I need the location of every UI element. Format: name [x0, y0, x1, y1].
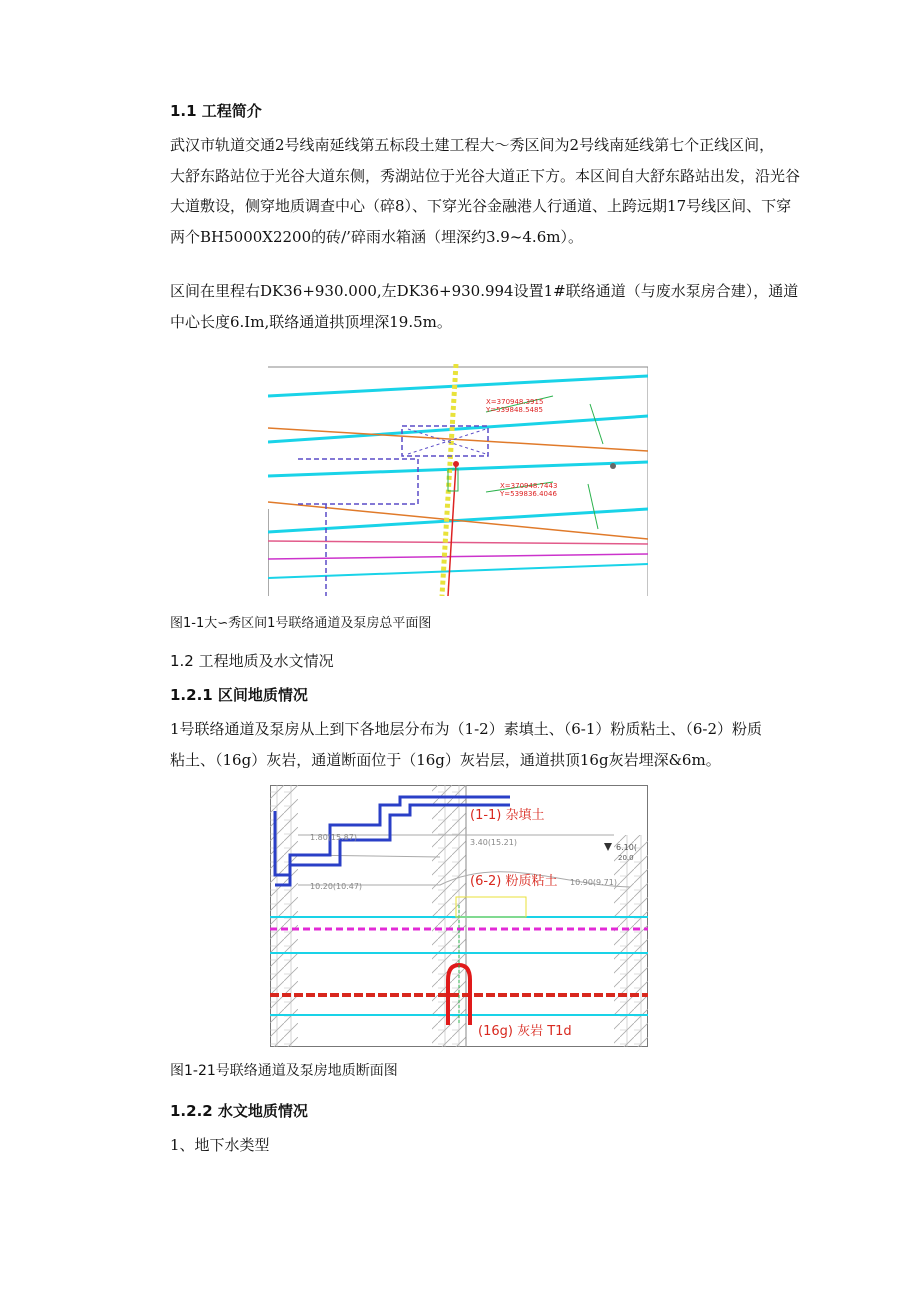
geology-line-2: 粘土、（16g）灰岩，通道断面位于（16g）灰岩层，通道拱顶16g灰岩埋深&6m。: [170, 750, 721, 769]
geology-paragraph: [170, 714, 786, 775]
figure-1-2-caption: 图1-21号联络通道及泵房地质断面图: [170, 1063, 398, 1079]
intro-line-1: 武汉市轨道交通2号线南延线第五标段土建工程大～秀区间为2号线南延线第七个正线区间，: [170, 136, 775, 154]
plan-drawing-figure: [268, 364, 648, 596]
coord2-x: X=370948.7443: [500, 482, 558, 490]
mileage-line-1: 区间在里程右DK36+930.000,左DK36+930.994设置1#联络通道（与废水泵房合建），通道: [170, 282, 799, 300]
section-1-2-1-title: 1.2.1 区间地质情况: [170, 686, 308, 704]
elevation-label-3: 10.20(10.47): [310, 882, 363, 891]
coord1-y: Y=539848.5485: [486, 406, 543, 414]
figure-1-1-caption: 图1-1大∽秀区间1号联络通道及泵房总平面图: [170, 616, 432, 631]
elevation-label-1: 1.80(15.87): [310, 833, 357, 842]
layer-label-fill: (1-1) 杂填土: [470, 808, 545, 823]
intro-line-3: 大道敷设，侧穿地质调查中心（碎8）、下穿光谷金融港人行通道、上跨远期17号线区间、下穿: [170, 197, 792, 215]
layer-label-clay: (6-2) 粉质粘土: [470, 874, 558, 889]
groundwater-type-item: [170, 1130, 786, 1161]
layer-label-limestone: (16g) 灰岩 T1d: [478, 1024, 572, 1039]
intro-line-4: 两个BH5000X2200的砖/’碎雨水箱涵（埋深约3.9~4.6m）。: [170, 227, 583, 246]
plan-drawing: [268, 364, 648, 596]
mileage-paragraph: [170, 276, 799, 337]
elevation-label-4: 10.90(9.71): [570, 878, 617, 887]
elevation-label-5: 6.10(: [616, 843, 637, 852]
coord2-y: Y=539836.4046: [500, 490, 557, 498]
geology-section-figure: [270, 785, 648, 1047]
mileage-line-2: 中心长度6.Im,联络通道拱顶埋深19.5m。: [170, 312, 452, 331]
elevation-label-6: 20.0: [618, 854, 634, 862]
geology-line-1: 1号联络通道及泵房从上到下各地层分布为（1-2）素填土、（6-1）粉质粘土、（6-2）粉质: [170, 720, 763, 738]
section-1-2-title: 1.2 工程地质及水文情况: [170, 652, 334, 670]
groundwater-type-text: 1、地下水类型: [170, 1136, 270, 1154]
geology-section: [270, 785, 648, 1047]
coord1-x: X=370948.3915: [486, 398, 544, 406]
elevation-label-2: 3.40(15.21): [470, 838, 517, 847]
intro-paragraph: [170, 130, 801, 252]
section-1-1-title: 1.1 工程简介: [170, 102, 262, 120]
intro-line-2: 大舒东路站位于光谷大道东侧，秀湖站位于光谷大道正下方。本区间自大舒东路站出发，沿光谷: [170, 166, 801, 185]
section-1-2-2-title: 1.2.2 水文地质情况: [170, 1102, 308, 1120]
